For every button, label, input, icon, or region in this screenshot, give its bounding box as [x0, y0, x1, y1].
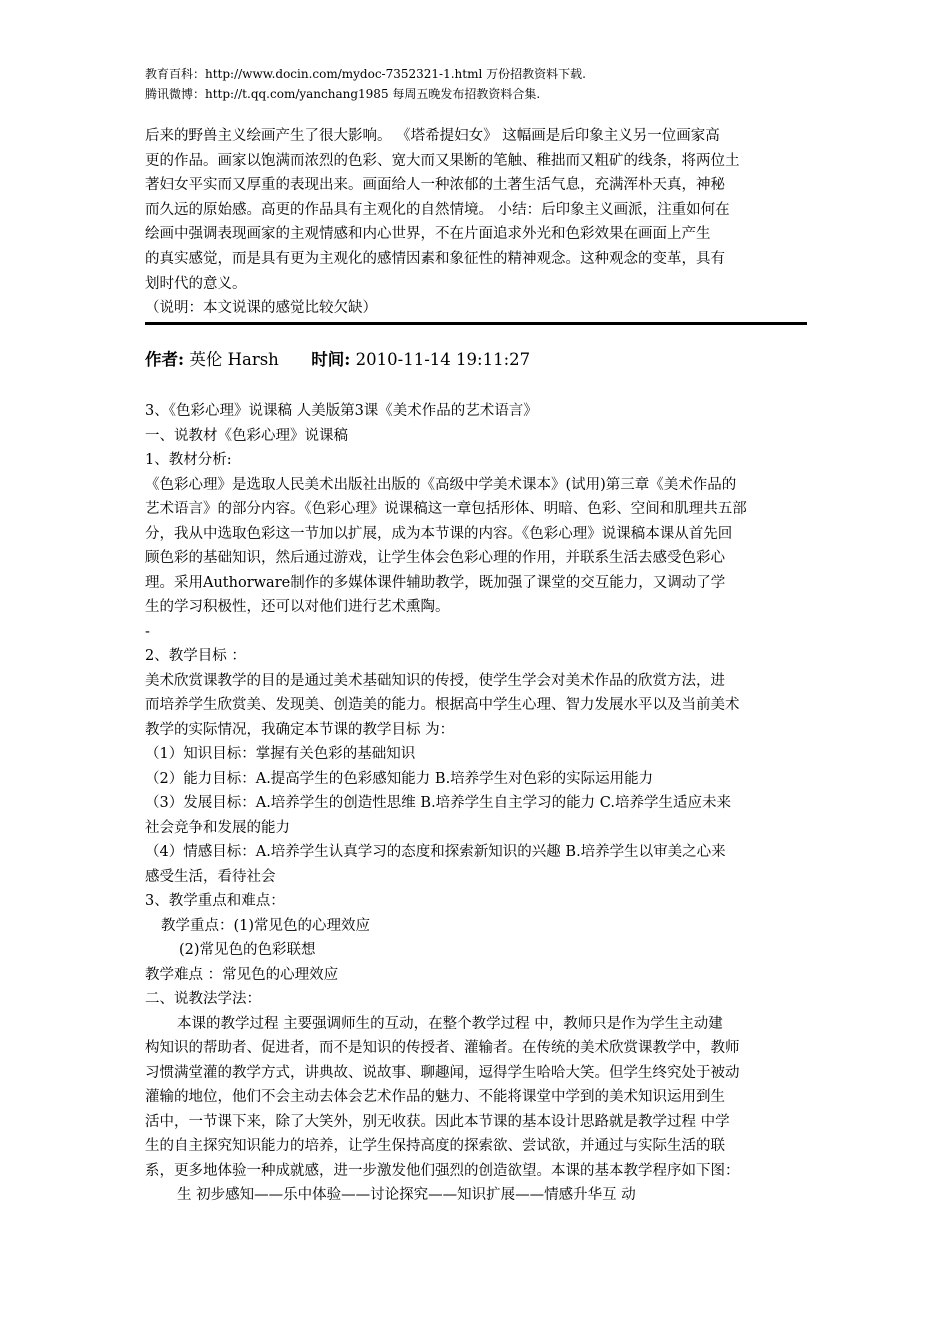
text-line: 绘画中强调表现画家的主观情感和内心世界，不在片面追求外光和色彩效果在画面上产生	[145, 226, 711, 243]
note-line: （说明：本文说课的感觉比较欠缺）	[145, 300, 377, 317]
author-label: 作者:	[145, 350, 185, 369]
list-item: （2）能力目标：A.提高学生的色彩感知能力 B.培养学生对色彩的实际运用能力	[145, 770, 654, 787]
text-line: 教学难点 ：常见色的心理效应	[145, 966, 339, 983]
list-item: （1）知识目标：掌握有关色彩的基础知识	[145, 746, 416, 762]
text-line: 活中，一节课下来，除了大笑外，别无收获。因此本节课的基本设计思路就是教学过程 中学	[145, 1113, 730, 1130]
intro-paragraph	[145, 124, 807, 321]
page-header	[145, 64, 586, 104]
section-heading: 二、说教法学法：	[145, 991, 261, 1007]
post-time: 2010-11-14 19:11:27	[355, 350, 531, 369]
lesson-body	[145, 399, 815, 1208]
text-line: 构知识的帮助者、促进者，而不是知识的传授者、灌输者。在传统的美术欣赏课教学中，教师	[145, 1040, 740, 1056]
text-line: 而久远的原始感。高更的作品具有主观化的自然情境。 小结：后印象主义画派，注重如何在	[145, 201, 730, 218]
dash-line: -	[145, 623, 150, 640]
text-line: 顾色彩的基础知识，然后通过游戏，让学生体会色彩心理的作用，并联系生活去感受色彩心	[145, 550, 725, 566]
list-item: （3）发展目标：A.培养学生的创造性思维 B.培养学生自主学习的能力 C.培养学生适应未来	[145, 795, 731, 811]
text-line: 而培养学生欣赏美、发现美、创造美的能力。根据高中学生心理、智力发展水平以及当前美术	[145, 697, 740, 713]
text-line: 更的作品。画家以饱满而浓烈的色彩、宽大而又果断的笔触、稚拙而又粗矿的线条，将两位土	[145, 152, 740, 169]
text-line: 生的自主探究知识能力的培养，让学生保持高度的探索欲、尝试欲，并通过与实际生活的联	[145, 1138, 725, 1154]
text-line: 的真实感觉，而是具有更为主观化的感情因素和象征性的精神观念。这种观念的变革，具有	[145, 250, 725, 267]
text-line: 习惯满堂灌的教学方式，讲典故、说故事、聊趣闻，逗得学生哈哈大笑。但学生终究处于被动	[145, 1064, 740, 1081]
text-line: 系，更多地体验一种成就感，进一步激发他们强烈的创造欲望。本课的基本教学程序如下图：	[145, 1162, 740, 1179]
text-line: 教学的实际情况，我确定本节课的教学目标 为：	[145, 721, 455, 738]
section-heading: 一、说教材《色彩心理》说课稿	[145, 427, 348, 444]
text-line: 艺术语言》的部分内容。《色彩心理》说课稿这一章包括形体、明暗、色彩、空间和肌理共五部	[145, 501, 747, 517]
text-line: (2)常见色的色彩联想	[179, 942, 316, 958]
text-line: 后来的野兽主义绘画产生了很大影响。 《塔希提妇女》 这幅画是后印象主义另一位画家高	[145, 128, 720, 144]
time-label: 时间:	[311, 350, 351, 369]
header-line-docin: 教育百科：http://www.docin.com/mydoc-7352321-1.html 万份招教资料下载.	[145, 67, 586, 81]
section-divider	[145, 322, 807, 325]
text-line: 《色彩心理》是选取人民美术出版社出版的《高级中学美术课本》(试用)第三章《美术作品的	[145, 476, 737, 493]
text-line: 本课的教学过程 主要强调师生的互动，在整个教学过程 中，教师只是作为学生主动建	[177, 1015, 723, 1032]
text-line: 美术欣赏课教学的目的是通过美术基础知识的传授，使学生学会对美术作品的欣赏方法，进	[145, 672, 725, 689]
text-line: 著妇女平实而又厚重的表现出来。画面给人一种浓郁的土著生活气息，充满浑朴天真，神秘	[145, 177, 725, 194]
text-line: 感受生活，看待社会	[145, 868, 276, 885]
text-line: 生 初步感知——乐中体验——讨论探究——知识扩展——情感升华互 动	[177, 1187, 636, 1203]
text-line: 理。采用Authorware制作的多媒体课件辅助教学，既加强了课堂的交互能力，又调动了学	[145, 574, 726, 591]
lesson-title: 3、《色彩心理》说课稿 人美版第3课《美术作品的艺术语言》	[145, 403, 538, 419]
header-line-weibo: 腾讯微博：http://t.qq.com/yanchang1985 每周五晚发布招教资料合集.	[145, 87, 541, 101]
subsection-heading: 3、教学重点和难点：	[145, 893, 285, 909]
text-line: 社会竞争和发展的能力	[145, 819, 290, 836]
text-line: 分，我从中选取色彩这一节加以扩展，成为本节课的内容。《色彩心理》说课稿本课从首先回	[145, 525, 733, 542]
text-line: 灌输的地位，他们不会主动去体会艺术作品的魅力、不能将课堂中学到的美术知识运用到生	[145, 1089, 725, 1105]
subsection-heading: 1、教材分析:	[145, 452, 232, 468]
subsection-heading: 2、教学目标 ：	[145, 648, 246, 664]
list-item: （4）情感目标：A.培养学生认真学习的态度和探索新知识的兴趣 B.培养学生以审美之心来	[145, 844, 726, 860]
text-line: 划时代的意义。	[145, 275, 247, 292]
text-line: 教学重点：(1)常见色的心理效应	[161, 917, 371, 934]
author-name: 英伦 Harsh	[189, 350, 279, 369]
text-line: 生的学习积极性，还可以对他们进行艺术熏陶。	[145, 599, 450, 615]
post-meta	[145, 348, 530, 372]
